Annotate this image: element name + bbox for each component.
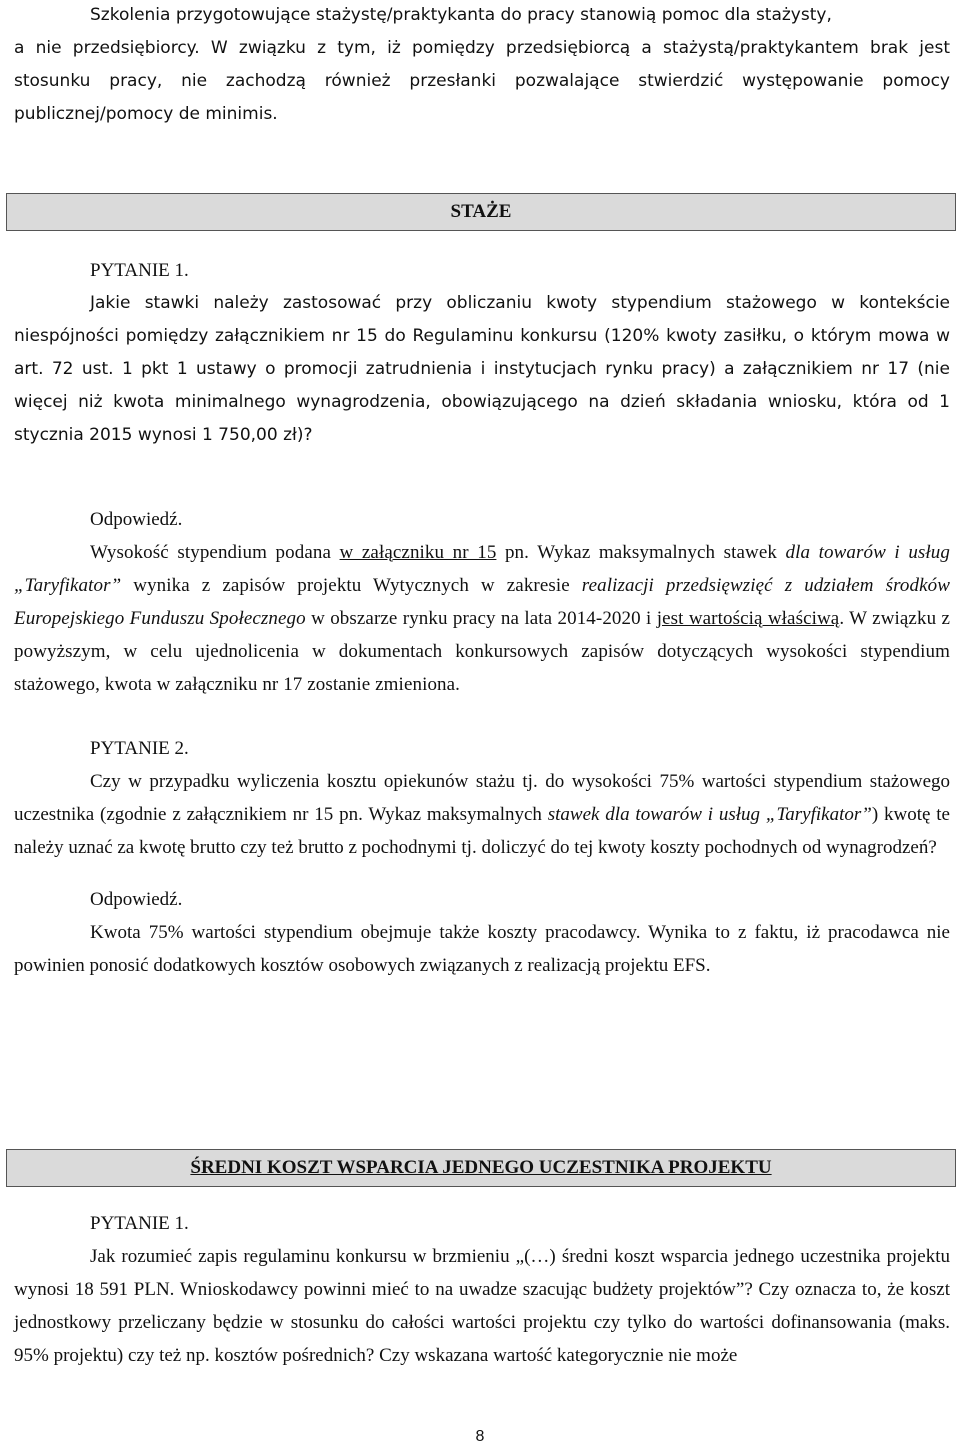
- answer-text: [14, 536, 950, 701]
- answer-text-part: wynika z zapisów projektu Wytycznych w zakresie: [133, 575, 582, 596]
- section-heading-sredni-koszt: ŚREDNI KOSZT WSPARCIA JEDNEGO UCZESTNIKA PROJEKTU: [6, 1149, 956, 1187]
- intro-paragraph: [14, 0, 950, 131]
- answer-text-italic: dla towarów i usług „Taryfikator”: [14, 542, 950, 596]
- question-text-part: ) kwotę te należy uznać za kwotę brutto czy też brutto z pochodnymi tj. doliczyć do tej kwoty koszty pochodnych od wynagrodzeń?: [14, 804, 950, 858]
- answer-label: Odpowiedź.: [90, 889, 183, 910]
- answer-text-underlined: w załączniku nr 15: [339, 542, 497, 563]
- answer-text: Kwota 75% wartości stypendium obejmuje także koszty pracodawcy. Wynika to z faktu, iż pracodawca nie powinien ponosić dodatkowych kosztów osobowych związanych z realizacją projektu EFS.: [14, 922, 950, 976]
- answer-text-part: pn. Wykaz maksymalnych stawek: [496, 542, 786, 563]
- question-label: PYTANIE 1.: [90, 260, 189, 281]
- section-sredni-koszt: [14, 1149, 950, 1372]
- question-text: [14, 765, 950, 864]
- page-number: 8: [475, 1428, 485, 1445]
- answer-text-underlined: jest wartością właściwą: [656, 608, 840, 629]
- question-text-italic: stawek dla towarów i usług „Taryfikator”: [547, 804, 872, 825]
- answer-text-part: Wysokość stypendium podana: [90, 542, 340, 563]
- answer-text-part: w obszarze rynku pracy na lata 2014-2020 i: [305, 608, 657, 629]
- answer-label: Odpowiedź.: [90, 509, 183, 530]
- question-label: PYTANIE 1.: [90, 1213, 189, 1234]
- question-text: Jak rozumieć zapis regulaminu konkursu w brzmieniu „(…) średni koszt wsparcia jednego uczestnika projektu wynosi 18 591 PLN. Wnioskodawcy powinni mieć to na uwadze szacując budżety projektów”? Czy oznacza to, że koszt jednostkowy przeliczany będzie w stosunku do całości wartości projektu czy tylko do wartości dofinansowania (maks. 95% projektu) czy też np. kosztów pośrednich? Czy wskazana wartość kategorycznie nie może: [14, 1246, 950, 1366]
- intro-line-1: Szkolenia przygotowujące stażystę/praktykanta do pracy stanowią pomoc dla stażysty,: [90, 5, 832, 25]
- section-staze: [14, 193, 950, 982]
- answer-text-part: . W związku z powyższym, w celu ujednolicenia w dokumentach konkursowych zapisów dotyczących wysokości stypendium stażowego, kwota w załączniku nr 17 zostanie zmieniona.: [14, 608, 951, 695]
- answer-text-italic: realizacji przedsięwzięć z udziałem środków Europejskiego Funduszu Społecznego: [14, 575, 950, 629]
- intro-text: a nie przedsiębiorcy. W związku z tym, iż pomiędzy przedsiębiorcą a stażystą/praktykantem brak jest stosunku pracy, nie zachodzą również przesłanki pozwalające stwierdzić występowanie pomocy publicznej/pomocy de minimis.: [14, 38, 950, 124]
- question-label: PYTANIE 2.: [90, 738, 189, 759]
- question-text: Jakie stawki należy zastosować przy obliczaniu kwoty stypendium stażowego w kontekście niespójności pomiędzy załącznikiem nr 15 do Regulaminu konkursu (120% kwoty zasiłku, o którym mowa w art. 72 ust. 1 pkt 1 ustawy o promocji zatrudnienia i instytucjach rynku pracy) a załącznikiem nr 17 (nie więcej niż kwota minimalnego wynagrodzenia, obowiązującego na dzień składania wniosku, która od 1 stycznia 2015 wynosi 1 750,00 zł)?: [14, 293, 950, 445]
- question-text-part: Czy w przypadku wyliczenia kosztu opiekunów stażu tj. do wysokości 75% wartości stypendium stażowego uczestnika (zgodnie z załącznikiem nr 15 pn. Wykaz maksymalnych: [14, 771, 950, 825]
- section-heading-staze: STAŻE: [6, 193, 956, 231]
